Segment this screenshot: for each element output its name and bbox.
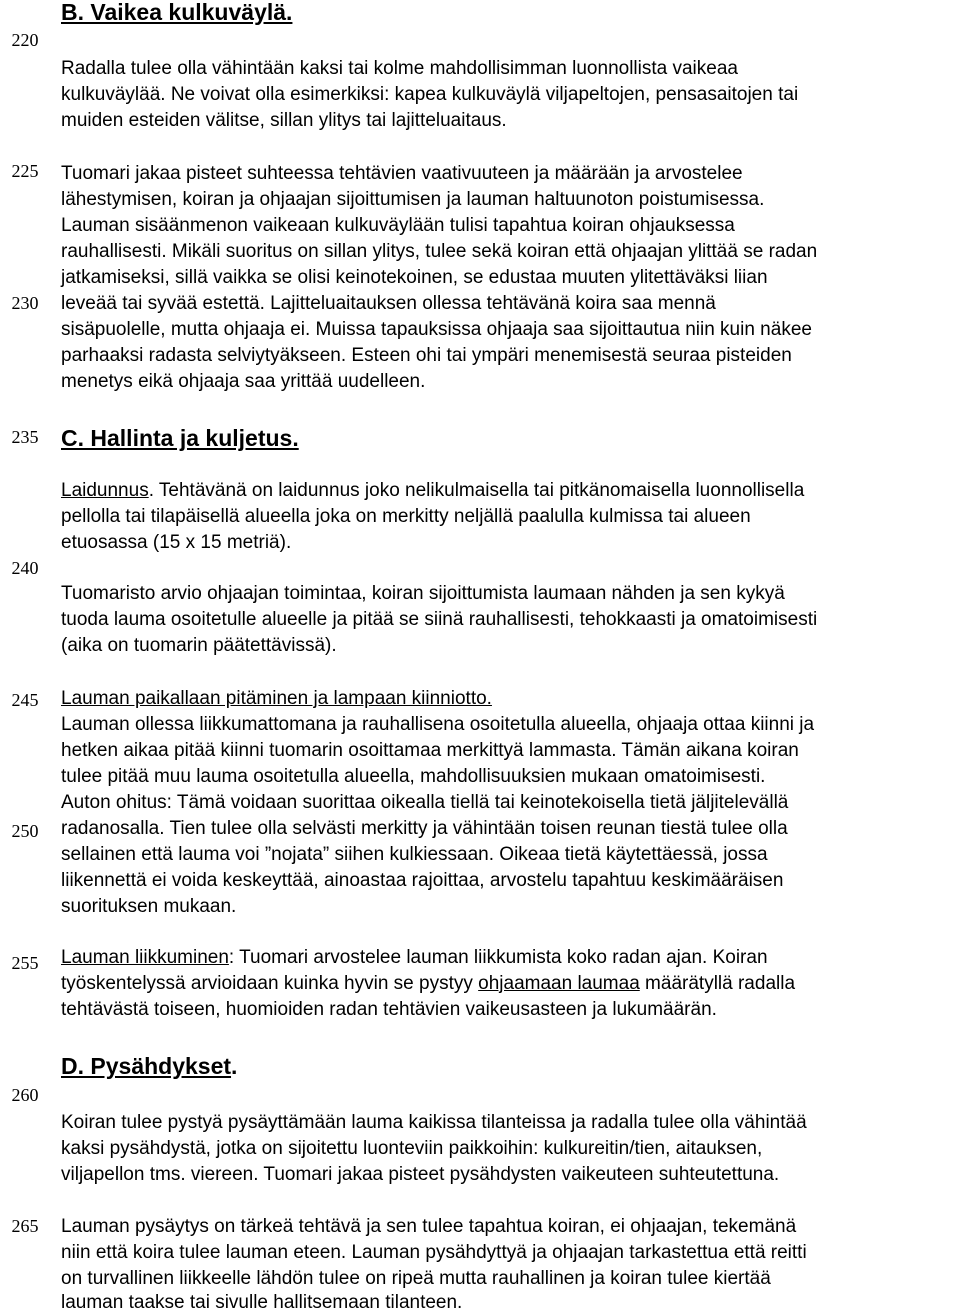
text-line: jatkamiseksi, sillä vaikka se olisi keinotekoinen, se edustaa muuten ylitettäväksi liian [61, 267, 768, 288]
text-line: Lauman sisäänmenon vaikeaan kulkuväylään tulisi tapahtua koiran ohjauksessa [61, 215, 735, 236]
section-c-heading: C. Hallinta ja kuljetus. [61, 425, 299, 451]
text-segment: työskentelyssä arvioidaan kuinka hyvin se pystyy [61, 973, 479, 994]
text-line: (aika on tuomarin päätettävissä). [61, 635, 337, 656]
line-number: 235 [11, 427, 39, 447]
text-line: menetys eikä ohjaaja saa yrittää uudelleen. [61, 371, 426, 392]
line-number: 220 [11, 30, 39, 50]
text-line: Lauman pysäytys on tärkeä tehtävä ja sen tulee tapahtua koiran, ei ohjaajan, tekemänä [61, 1216, 797, 1237]
text-segment: . Tehtävänä on laidunnus joko nelikulmaisella tai pitkänomaisella luonnollisella [148, 480, 805, 501]
text-line: Koiran tulee pystyä pysäyttämään lauma kaikissa tilanteissa ja radalla tulee olla vähintää [61, 1112, 807, 1133]
text-line: sisäpuolelle, mutta ohjaaja ei. Muissa tapauksissa ohjaaja saa sijoittautua niin kuin näkee [61, 319, 812, 340]
text-line: muiden esteiden välitse, sillan ylitys tai lajitteluaitaus. [61, 110, 507, 131]
section-d-title: D. Pysähdykset [61, 1053, 232, 1079]
text-line: niin että koira tulee lauman eteen. Lauman pysähdyttyä ja ohjaajan tarkastettua että reitti [61, 1242, 807, 1263]
text-segment: määrätyllä radalla [639, 973, 796, 994]
text-line: parhaaksi radasta selviytyäkseen. Esteen ohi tai ympäri menemisestä seuraa pisteiden [61, 345, 792, 366]
text-line: leveää tai syvää estettä. Lajitteluaitauksen ollessa tehtävänä koira saa mennä [61, 293, 716, 314]
text-line: tehtävästä toiseen, huomioiden radan tehtävien vaikeusasteen ja lukumäärän. [61, 999, 717, 1020]
heading-dot: . [231, 1053, 238, 1079]
text-line: etuosassa (15 x 15 metriä). [61, 532, 292, 553]
text-line [61, 479, 804, 503]
text-segment: : Tuomari arvostelee lauman liikkumista koko radan ajan. Koiran [228, 947, 768, 968]
text-line: tulee pitää muu lauma osoitetulla alueella, mahdollisuuksien mukaan omatoimisesti. [61, 766, 766, 787]
line-number: 225 [11, 161, 39, 181]
text-line: Auton ohitus: Tämä voidaan suorittaa oikealla tiellä tai keinotekoisella tietä jäljitelevällä [61, 792, 789, 813]
line-number: 255 [11, 953, 39, 973]
term-lauman-liikkuminen: Lauman liikkuminen [61, 947, 229, 968]
text-line: Lauman ollessa liikkumattomana ja rauhallisena osoitetulla alueella, ohjaaja ottaa kiinni ja [61, 714, 815, 735]
text-line: viljapellon tms. viereen. Tuomari jakaa pisteet pysähdysten vaikeuteen suhteutettuna. [61, 1164, 780, 1185]
text-line: sellainen että lauma voi ”nojata” siihen kulkiessaan. Oikeaa tietä käytettäessä, jossa [61, 844, 768, 865]
text-line: pellolla tai tilapäisellä alueella joka on merkitty neljällä paalulla kulmissa tai alueen [61, 506, 751, 527]
text-line: lauman taakse tai sivulle hallitsemaan tilanteen. [61, 1292, 463, 1313]
line-number: 265 [11, 1216, 39, 1236]
text-line [61, 972, 795, 996]
section-d-heading [61, 1052, 237, 1080]
term-ohjaamaan-laumaa: ohjaamaan laumaa [478, 973, 640, 994]
subheading-paikallaan: Lauman paikallaan pitäminen ja lampaan kiinniotto. [61, 688, 492, 709]
text-line: Tuomari jakaa pisteet suhteessa tehtävien vaativuuteen ja määrään ja arvostelee [61, 163, 743, 184]
line-number: 245 [11, 690, 39, 710]
text-line [61, 946, 768, 970]
text-line: liikennettä ei voida keskeyttää, ainoastaa rajoittaa, arvostelu tapahtuu keskimääräisen [61, 870, 784, 891]
line-number: 240 [11, 558, 39, 578]
text-line: on turvallinen liikkeelle lähdön tulee on ripeä mutta rauhallinen ja koiran tulee kiertää [61, 1268, 771, 1289]
section-b-heading: B. Vaikea kulkuväylä. [61, 0, 293, 25]
text-line: kaksi pysähdystä, jotka on sijoitettu luonteviin paikkoihin: kulkureitin/tien, aitauksen, [61, 1138, 763, 1159]
text-line: suorituksen mukaan. [61, 896, 237, 917]
line-number: 260 [11, 1085, 39, 1105]
text-line: hetken aikaa pitää kiinni tuomarin osoittamaa merkittyä lammasta. Tämän aikana koiran [61, 740, 799, 761]
term-laidunnus: Laidunnus [61, 480, 149, 501]
text-line: Tuomaristo arvio ohjaajan toimintaa, koiran sijoittumista laumaan nähden ja sen kykyä [61, 583, 785, 604]
text-line: Radalla tulee olla vähintään kaksi tai kolme mahdollisimman luonnollista vaikeaa [61, 58, 738, 79]
text-line: rauhallisesti. Mikäli suoritus on sillan ylitys, tulee sekä koiran että ohjaajan ylittää se radan [61, 241, 818, 262]
line-number: 250 [11, 821, 39, 841]
text-line: lähestymisen, koiran ja ohjaajan sijoittumisen ja lauman haltuunoton poistumisessa. [61, 189, 765, 210]
line-number: 230 [11, 293, 39, 313]
text-line: kulkuväylää. Ne voivat olla esimerkiksi: kapea kulkuväylä viljapeltojen, pensasaitojen tai [61, 84, 799, 105]
text-line: radanosalla. Tien tulee olla selvästi merkitty ja vähintään toisen reunan tiestä tulee olla [61, 818, 788, 839]
text-line: tuoda lauma osoitetulle alueelle ja pitää se siinä rauhallisesti, tehokkaasti ja omatoimisesti [61, 609, 818, 630]
